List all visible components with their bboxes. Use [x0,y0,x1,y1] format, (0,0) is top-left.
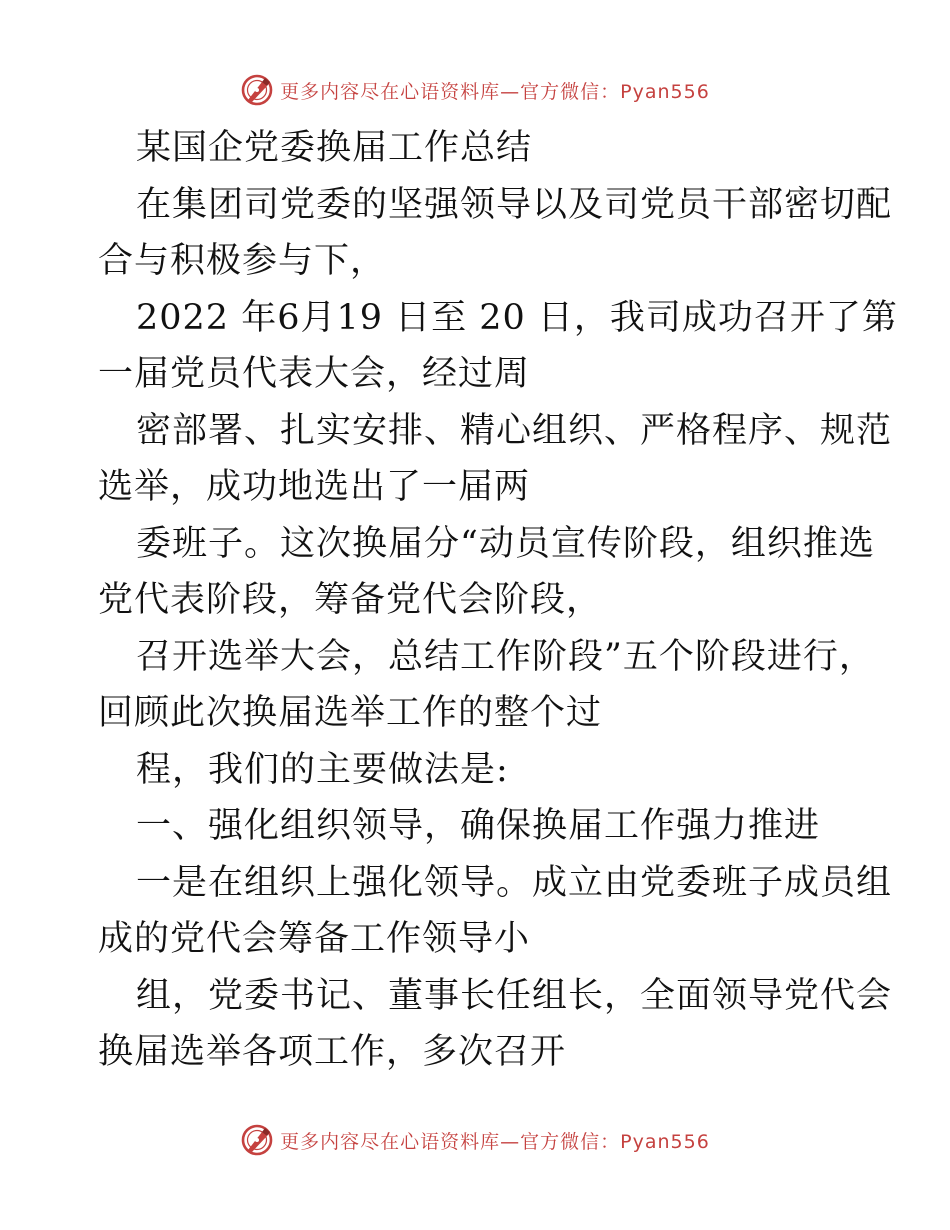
paragraph-line: 召开选举大会，总结工作阶段”五个阶段进行， [136,636,875,677]
footer-watermark-banner [0,1120,950,1160]
footer-watermark-text: 更多内容尽在心语资料库—官方微信：Pyan556 [280,1130,710,1153]
paragraph-line: 一是在组织上强化领导。成立由党委班子成员组 [136,862,893,903]
header-watermark-banner [0,70,950,110]
pen-nib-logo-icon [240,1123,274,1157]
paragraph-line: 组，党委书记、董事长任组长，全面领导党代会 [136,975,893,1016]
paragraph-line: 在集团司党委的坚强领导以及司党员干部密切配 [136,184,893,225]
header-watermark-text: 更多内容尽在心语资料库—官方微信：Pyan556 [280,80,710,103]
section-heading: 一、强化组织领导，确保换届工作强力推进 [136,806,821,846]
paragraph-line: 程，我们的主要做法是: [136,749,509,790]
paragraph-line: 委班子。这次换届分“动员宣传阶段，组织推选 [136,523,875,564]
paragraph-line: 党代表阶段，筹备党代会阶段， [98,580,603,620]
paragraph-line: 选举，成功地选出了一届两 [98,467,531,507]
paragraph-line: 一届党员代表大会，经过周 [98,354,531,394]
pen-nib-logo-icon [240,73,274,107]
paragraph-line: 换届选举各项工作，多次召开 [98,1032,567,1072]
document-body [98,120,898,1081]
paragraph-line: 2022 年6月19 日至 20 日，我司成功召开了第 [136,297,898,338]
paragraph-line: 回顾此次换届选举工作的整个过 [98,693,603,733]
paragraph-line: 成的党代会筹备工作领导小 [98,919,531,959]
paragraph-line: 密部署、扎实安排、精心组织、严格程序、规范 [136,410,893,451]
paragraph-line: 合与积极参与下， [98,241,387,281]
document-title: 某国企党委换届工作总结 [136,128,533,168]
